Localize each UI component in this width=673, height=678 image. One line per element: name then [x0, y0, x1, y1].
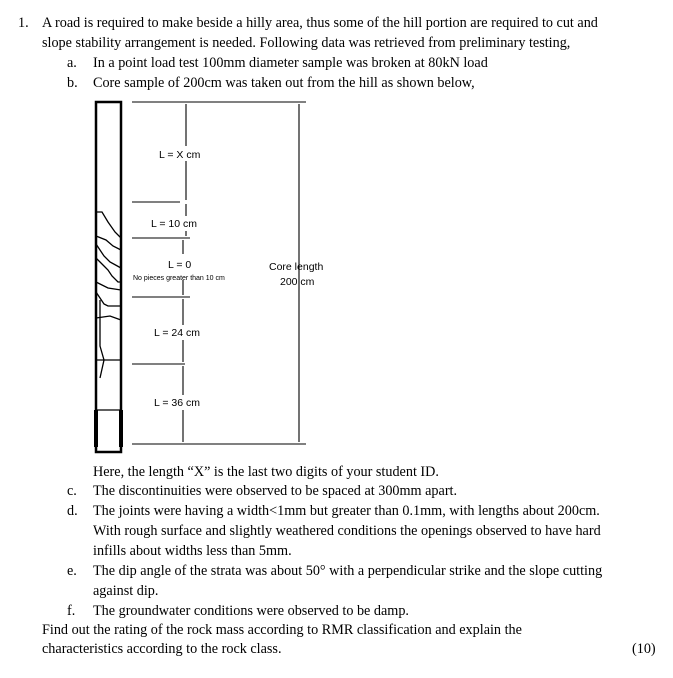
label-core-length: Core length	[269, 261, 324, 273]
item-b-label: b.	[67, 75, 78, 91]
label-l-24: L = 24 cm	[154, 327, 201, 339]
label-l-10: L = 10 cm	[151, 218, 198, 230]
item-f-label: f.	[67, 603, 76, 619]
intro-line-1: A road is required to make beside a hilly area, thus some of the hill portion are required to cut and	[42, 15, 598, 31]
item-f-text: The groundwater conditions were observed to be damp.	[93, 603, 409, 619]
item-d-line-1: The joints were having a width<1mm but greater than 0.1mm, with lengths about 200cm.	[93, 503, 600, 519]
core-fractures	[96, 212, 121, 410]
label-l-0-note: No pieces greater than 10 cm	[133, 275, 225, 282]
question-number: 1.	[18, 15, 29, 31]
label-l-0: L = 0	[168, 259, 192, 271]
item-b-text: Core sample of 200cm was taken out from the hill as shown below,	[93, 75, 475, 91]
item-c-text: The discontinuities were observed to be spaced at 300mm apart.	[93, 483, 458, 499]
label-core-value: 200 cm	[280, 276, 315, 288]
marks: (10)	[632, 641, 656, 657]
item-d-line-2: With rough surface and slightly weathered conditions the openings observed to have hard	[93, 523, 601, 539]
item-c-label: c.	[67, 483, 77, 499]
item-a-text: In a point load test 100mm diameter sample was broken at 80kN load	[93, 55, 488, 71]
item-d-label: d.	[67, 503, 78, 519]
closing-line-1: Find out the rating of the rock mass according to RMR classification and explain the	[42, 622, 522, 638]
item-e-label: e.	[67, 563, 77, 579]
item-d-line-3: infills about widths less than 5mm.	[93, 543, 292, 559]
closing-line-2: characteristics according to the rock class.	[42, 641, 282, 657]
label-l-36: L = 36 cm	[154, 397, 201, 409]
item-e-line-1: The dip angle of the strata was about 50° with a perpendicular strike and the slope cutting	[93, 563, 603, 579]
intro-line-2: slope stability arrangement is needed. Following data was retrieved from preliminary testing,	[42, 35, 571, 51]
item-e-line-2: against dip.	[93, 583, 159, 599]
here-note: Here, the length “X” is the last two digits of your student ID.	[93, 464, 439, 480]
core-column	[96, 102, 121, 452]
label-l-x: L = X cm	[159, 149, 201, 161]
item-a-label: a.	[67, 55, 77, 71]
